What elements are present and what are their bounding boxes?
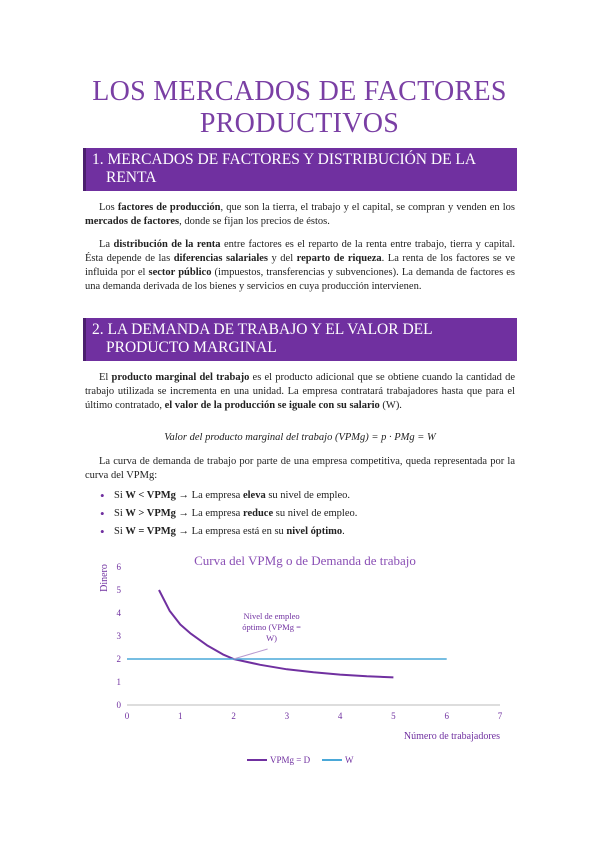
annotation-leader (234, 649, 268, 659)
y-tick-label: 5 (116, 585, 121, 595)
x-tick-label: 5 (391, 711, 396, 721)
x-tick-label: 6 (444, 711, 449, 721)
x-tick-label: 1 (178, 711, 183, 721)
text: entre factores es el reparto de la renta entre trabajo, tierra y capital. Ésta depende de las (85, 239, 515, 264)
text: La (99, 239, 114, 250)
bold-text: eleva (242, 490, 266, 501)
y-tick-label: 3 (116, 631, 121, 641)
text: es el producto adicional que se obtiene cuando la cantidad de trabajo utilizada se incrementa en una unidad. La empresa contratará trabajadores hasta que para el último contratado, (85, 372, 515, 411)
bold-text: reparto de riqueza (296, 253, 382, 264)
paragraph-distribucion (85, 238, 515, 294)
y-tick-label: 1 (116, 677, 121, 687)
page-title (0, 76, 599, 140)
text: Si (114, 526, 126, 537)
annotation-text: óptimo (VPMg = (242, 622, 301, 632)
x-axis-label: Número de trabajadores (403, 731, 500, 742)
bold-text: sector público (148, 267, 212, 278)
bold-text: el valor de la producción se iguale con su salario (164, 400, 380, 411)
title-line-2: PRODUCTIVOS (199, 108, 400, 139)
text: su nivel de empleo. (273, 508, 358, 519)
annotation-text: W) (266, 633, 278, 643)
section-heading-2 (83, 318, 517, 361)
bold-text: distribución de la renta (113, 239, 221, 250)
text: . (342, 526, 345, 537)
bold-text: W = VPMg (125, 526, 176, 537)
bullet-list (100, 487, 357, 541)
x-tick-label: 0 (124, 711, 130, 721)
x-tick-label: 3 (284, 711, 290, 721)
text: Los (99, 202, 118, 213)
paragraph-producto-marginal (85, 371, 515, 413)
title-line-1: LOS MERCADOS DE FACTORES (92, 76, 507, 107)
bold-text: diferencias salariales (173, 253, 269, 264)
bold-text: reduce (242, 508, 274, 519)
section-2-line-2: PRODUCTO MARGINAL (106, 339, 277, 356)
paragraph-curva: La curva de demanda de trabajo por parte de una empresa competitiva, queda representada por la curva del VPMg: (85, 456, 515, 481)
text: , donde se fijan los precios de éstos. (179, 216, 330, 227)
bold-text: producto marginal del trabajo (111, 372, 250, 383)
x-tick-label: 2 (231, 711, 236, 721)
section-2-line-1: 2. LA DEMANDA DE TRABAJO Y EL VALOR DEL (92, 321, 433, 338)
text: (impuestos, transferencias y subvenciones). La demanda de factores es una demanda derivada de los bienes y servicios en cuya producción intervienen. (85, 267, 516, 292)
y-axis-label: Dinero (99, 564, 110, 592)
chart-axes (117, 562, 503, 721)
bold-text: W > VPMg (125, 508, 176, 519)
text: y del (268, 253, 297, 264)
x-tick-label: 4 (337, 711, 343, 721)
x-tick-label: 7 (497, 711, 503, 721)
text: , que son la tierra, el trabajo y el capital, se compran y venden en los (220, 202, 515, 213)
chart-legend (247, 755, 354, 765)
text: (W). (379, 400, 402, 411)
text: → La empresa (175, 490, 243, 501)
text: → La empresa está en su (175, 526, 287, 537)
chart-title: Curva del VPMg o de Demanda de trabajo (194, 553, 416, 568)
bold-text: mercados de factores (85, 216, 180, 227)
list-item (100, 505, 357, 523)
list-item (100, 487, 357, 505)
y-tick-label: 2 (116, 654, 121, 664)
vpmg-chart (95, 550, 515, 775)
y-tick-label: 0 (116, 700, 121, 710)
section-heading-1 (83, 148, 517, 191)
text: su nivel de empleo. (265, 490, 350, 501)
text: Si (114, 490, 126, 501)
legend-label: W (345, 755, 354, 765)
section-1-line-1: 1. MERCADOS DE FACTORES Y DISTRIBUCIÓN DE LA (92, 151, 477, 168)
y-tick-label: 4 (116, 608, 121, 618)
equation: Valor del producto marginal del trabajo (VPMg) = p · PMg = W (164, 432, 436, 443)
text: Si (114, 508, 126, 519)
chart-series (127, 590, 447, 677)
legend-label: VPMg = D (270, 755, 311, 765)
text: . La renta de los factores se ve influida por el (85, 253, 516, 278)
text: El (99, 372, 112, 383)
section-1-line-2: RENTA (106, 169, 157, 186)
list-item (100, 523, 357, 541)
chart-annotation (234, 611, 302, 659)
text: → La empresa (175, 508, 243, 519)
bold-text: nivel óptimo (286, 526, 343, 537)
bold-text: W < VPMg (125, 490, 176, 501)
y-tick-label: 6 (116, 562, 121, 572)
paragraph-factores (85, 201, 515, 229)
bold-text: factores de producción (117, 202, 221, 213)
annotation-text: Nivel de empleo (243, 611, 300, 621)
